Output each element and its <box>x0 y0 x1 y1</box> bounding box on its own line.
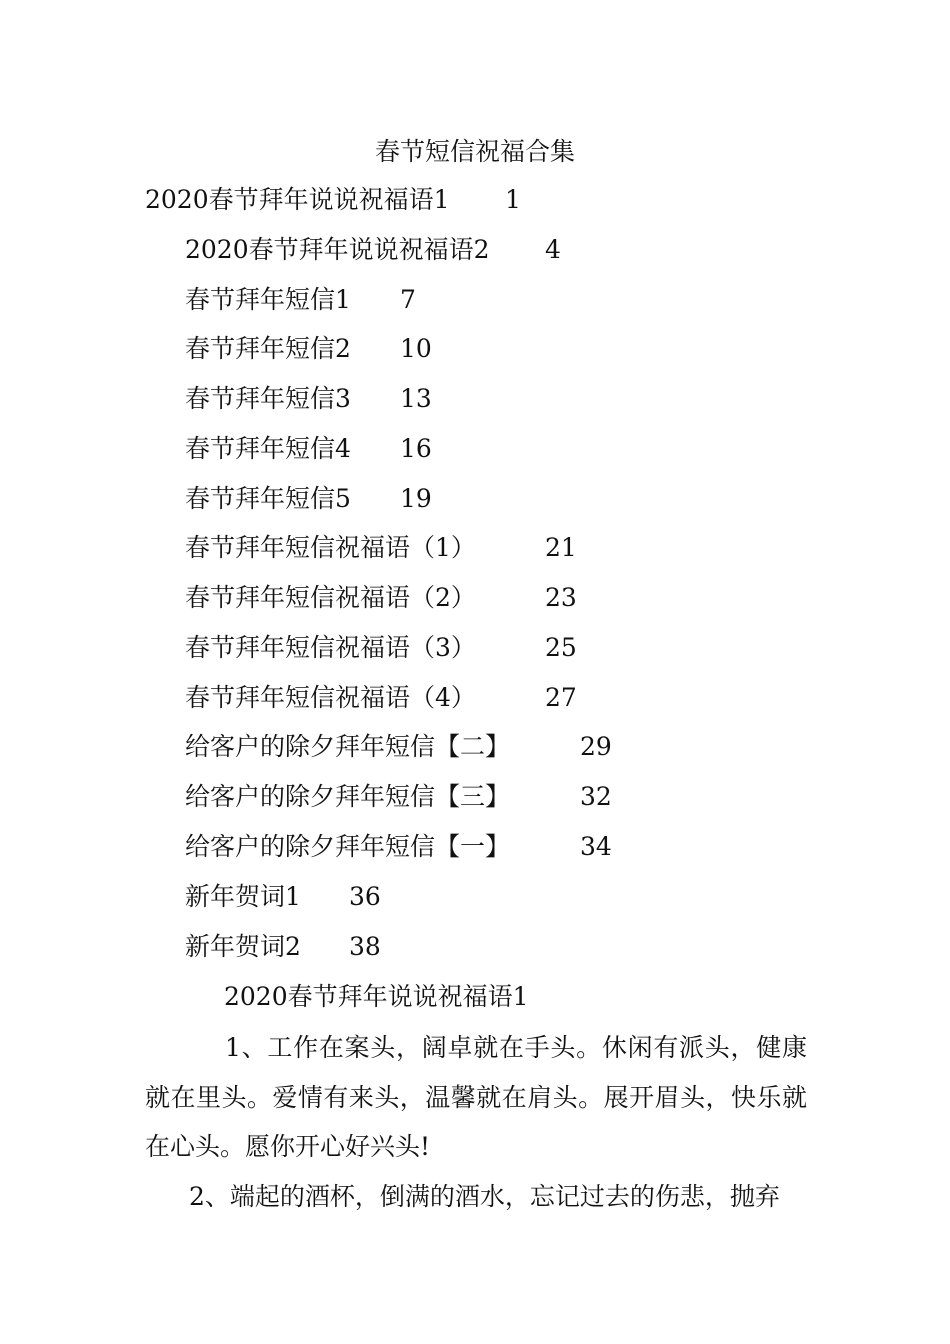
toc-entry-label: 春节拜年短信2 <box>185 334 351 363</box>
toc-entry-page: 23 <box>545 583 577 612</box>
toc-entry-label: 春节拜年短信祝福语（1） <box>185 533 476 562</box>
toc-entry-label: 春节拜年短信祝福语（3） <box>185 633 476 662</box>
toc-entry-label: 给客户的除夕拜年短信【二】 <box>185 732 511 761</box>
toc-entry-label: 春节拜年短信4 <box>185 434 351 463</box>
toc-entry-page: 21 <box>545 533 577 562</box>
section-heading: 2020春节拜年说说祝福语1 <box>224 982 529 1011</box>
toc-entry-page: 1 <box>505 185 521 214</box>
toc-entry-page: 10 <box>400 334 432 363</box>
body-paragraph: 2、端起的酒杯，倒满的酒水，忘记过去的伤悲，抛弃 <box>189 1182 780 1211</box>
document-title: 春节短信祝福合集 <box>374 137 575 166</box>
toc-entry-page: 27 <box>545 683 577 712</box>
toc-entry-page: 38 <box>349 932 381 961</box>
toc-entry-page: 25 <box>545 633 577 662</box>
toc-entry-label: 春节拜年短信5 <box>185 484 351 513</box>
toc-entry-label: 给客户的除夕拜年短信【三】 <box>185 782 511 811</box>
body-paragraph: 1、工作在案头，阔卓就在手头。休闲有派头，健康就在里头。爱情有来头，温馨就在肩头。展开眉头，快乐就在心头。愿你开心好兴头! <box>145 1033 807 1161</box>
toc-entry-label: 新年贺词2 <box>185 932 301 961</box>
toc-entry-page: 19 <box>400 484 432 513</box>
toc-entry-label: 春节拜年短信祝福语（2） <box>185 583 476 612</box>
toc-entry-page: 16 <box>400 434 432 463</box>
toc-entry-label: 春节拜年短信3 <box>185 384 351 413</box>
toc-entry-label: 2020春节拜年说说祝福语1 <box>145 185 450 214</box>
toc-entry-label: 春节拜年短信1 <box>185 285 351 314</box>
toc-entry-page: 29 <box>580 732 612 761</box>
toc-entry-page: 32 <box>580 782 612 811</box>
toc-entry-page: 13 <box>400 384 432 413</box>
toc-entry-page: 34 <box>580 832 612 861</box>
toc-entry-label: 新年贺词1 <box>185 882 301 911</box>
toc-entry-label: 春节拜年短信祝福语（4） <box>185 683 476 712</box>
toc-entry-label: 2020春节拜年说说祝福语2 <box>185 235 490 264</box>
toc-entry-label: 给客户的除夕拜年短信【一】 <box>185 832 511 861</box>
toc-entry-page: 36 <box>349 882 381 911</box>
toc-entry-page: 4 <box>545 235 561 264</box>
toc-entry-page: 7 <box>400 285 416 314</box>
